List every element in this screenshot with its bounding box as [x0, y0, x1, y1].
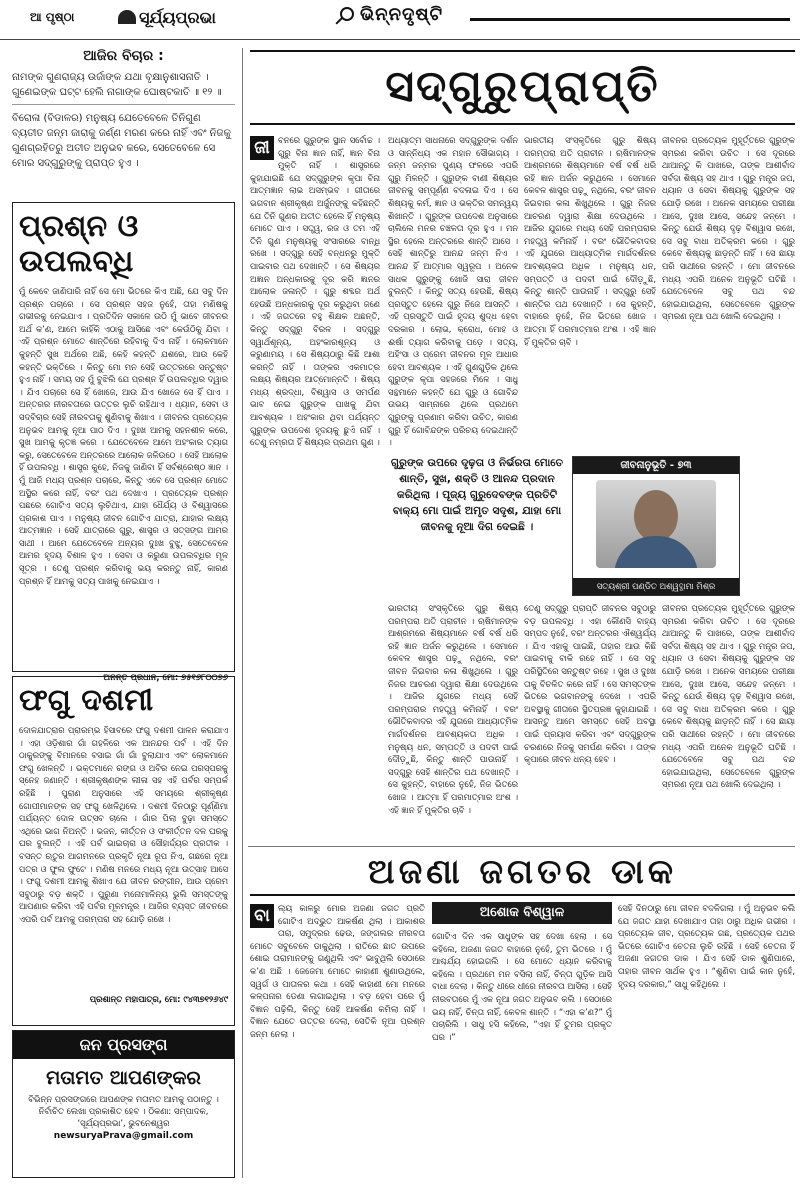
- brand-name: ସୂର୍ଯ୍ୟପ୍ରଭା: [139, 8, 216, 27]
- article1-col1-text: ବନରେ ଗୁରୁଙ୍କ ସ୍ଥାନ ସର୍ବୋଚ୍ଚ । ଗୁରୁ ବିନା ଜ୍ଞାନ ନାହିଁ, ଜ୍ଞାନ ବିନା ମୁକ୍ତି ନାହିଁ । ଶାସ୍ତ୍ରରେ କୁହାଯାଇଛି ଯେ ସଦ୍‌ଗୁରୁଙ୍କ କୃପା ବିନା ଆତ୍ମଜ୍ଞାନ ଲାଭ ଅସମ୍ଭବ । ଗୀତାରେ ଭଗବାନ ଶ୍ରୀକୃଷ୍ଣ ଅର୍ଜୁନଙ୍କୁ କହିଛନ୍ତି ଯେ ତିନି ଗୁଣର ଅତୀତ ହେଲେ ହିଁ ମନୁଷ୍ୟ ମୋତେ ପାଏ । ସତ୍ତ୍ୱ, ରଜ ଓ ତମ ଏହି ତିନି ଗୁଣ ମନୁଷ୍ୟକୁ ସଂସାରରେ ବାନ୍ଧି ରଖେ । ସଦ୍‌ଗୁରୁ ସେହି ବନ୍ଧନରୁ ମୁକ୍ତି ପାଇବାର ପଥ ଦେଖାନ୍ତି । ସେ ଶିଷ୍ୟର ଅଜ୍ଞାନ ଅନ୍ଧକାରକୁ ଦୂର କରି ଜ୍ଞାନର ଆଲୋକ ଜଳାନ୍ତି । ଗୁରୁ ଶବ୍ଦର ଅର୍ଥ ହେଉଛି ଅନ୍ଧକାରକୁ ଦୂର କରୁଥିବା ଜଣେ । ଏହି ଜଗତରେ ବହୁ ଶିକ୍ଷକ ଅଛନ୍ତି, କିନ୍ତୁ ସଦ୍‌ଗୁରୁ ବିରଳ । ସଦ୍‌ଗୁରୁ ସ୍ୱାର୍ଥଶୂନ୍ୟ, ଅହଂକାରଶୂନ୍ୟ ଓ କରୁଣାମୟ । ସେ ଶିଷ୍ୟଠାରୁ କିଛି ଆଶା କରନ୍ତି ନାହିଁ । ତାଙ୍କର ଏକମାତ୍ର ଲକ୍ଷ୍ୟ ଶିଷ୍ୟର ଆତ୍ମୋନ୍ନତି । ଶିଷ୍ୟ ମଧ୍ୟ ଶ୍ରଦ୍ଧା, ବିଶ୍ୱାସ ଓ ସମର୍ପଣ ଭାବ ନେଇ ଗୁରୁଙ୍କ ପାଖକୁ ଯିବା ଆବଶ୍ୟକ । ଅହଂକାର ଥିବା ପର୍ଯ୍ୟନ୍ତ ଗୁରୁଙ୍କ ଉପଦେଶ ହୃଦୟକୁ ଛୁଏଁ ନାହିଁ । ତେଣୁ ନମ୍ରତା ହିଁ ଶିଷ୍ୟର ପ୍ରଥମ ଗୁଣ ।: [250, 135, 380, 448]
- article2-author: ଅଶୋକ ବିଶ୍ୱାଳ: [432, 902, 612, 924]
- article1-col4b: ଜୀବନର ପ୍ରତ୍ୟେକ ମୁହୂର୍ତ୍ତରେ ଗୁରୁଙ୍କ ସ୍ମରଣ କରିବା ଉଚିତ । ସେ ଦୂରରେ ଥାଆନ୍ତୁ କି ପାଖରେ, ତାଙ୍କ ଆଶୀର୍ବାଦ ସର୍ବଦା ଶିଷ୍ୟ ସହ ଥାଏ । ଗୁରୁ ମନ୍ତ୍ର ଜପ, ଧ୍ୟାନ ଓ ସେବା ଶିଷ୍ୟକୁ ଗୁରୁଙ୍କ ସହ ଯୋଡ଼ି ରଖେ । ଅନେକ ସମୟରେ ପରୀକ୍ଷା ଆସେ, ଦୁଃଖ ଆସେ, ସନ୍ଦେହ ଜନ୍ମେ । କିନ୍ତୁ ଯେଉଁ ଶିଷ୍ୟ ଦୃଢ଼ ବିଶ୍ୱାସ ରଖେ, ସେ ସବୁ ବାଧା ଅତିକ୍ରମ କରେ । ଗୁରୁ କେବେ ଶିଷ୍ୟକୁ ଛାଡ଼ନ୍ତି ନାହିଁ । ସେ ଛାୟା ପରି ସାଥୀରେ ରହନ୍ତି । ମୋ ଜୀବନରେ ମଧ୍ୟ ଏପରି ଅନେକ ଅନୁଭୂତି ଘଟିଛି । ଯେତେବେଳେ ସବୁ ପଥ ବନ୍ଦ ହୋଇଯାଇଥିଲା, ସେତେବେଳେ ଗୁରୁଙ୍କ ସ୍ମରଣ ନୂଆ ପଥ ଖୋଲି ଦେଇଥିଲା ।: [662, 603, 795, 790]
- jana-body: ବିଭିନ୍ନ ପ୍ରସଙ୍ଗରେ ଆପଣଙ୍କ ମତାମତ ଆମକୁ ପଠାନ୍ତୁ । ନିର୍ବାଚିତ ଲେଖା ପ୍ରକାଶିତ ହେବ । ଠିକଣା: ସମ୍ପାଦକ, ‘ସୂର୍ଯ୍ୟପ୍ରଭା’, ଭୁବନେଶ୍ୱର: [28, 1094, 219, 1128]
- fagu-title: ଫଗୁ ଦଶମୀ: [19, 683, 154, 718]
- masthead: [0, 0, 800, 40]
- prashna-title: ପ୍ରଶ୍ନ ଓ ଉପଲବ୍ଧି: [19, 209, 139, 279]
- section-label: ଭିନ୍ନଦୃଷ୍ଟି: [360, 4, 444, 25]
- sun-icon: [118, 10, 136, 24]
- magnifier-icon: [340, 7, 354, 21]
- jana-band: ଜନ ପ୍ରସଙ୍ଗ: [13, 1031, 234, 1059]
- page-number: ଆ ପୃଷ୍ଠା: [30, 10, 75, 24]
- photo-head-shape: [634, 490, 678, 542]
- article1-col5: ତେଣୁ ସଦ୍‌ଗୁରୁ ପ୍ରାପ୍ତି ଜୀବନର ସବୁଠାରୁ ବଡ଼ ଉପଲବ୍ଧି । ଏହା କୌଣସି ବାହ୍ୟ ସମ୍ପଦ ନୁହେଁ, ବରଂ ଅନ୍ତରର ଐଶ୍ୱର୍ଯ୍ୟ । ଯିଏ ଏହାକୁ ପାଇଛି, ତାହାର ଆଉ କିଛି ପାଇବାକୁ ବାକି ରହେ ନାହିଁ । ସେ ସବୁ ପରିସ୍ଥିତିରେ ସନ୍ତୁଷ୍ଟ ରହେ । ସୁଖ ଓ ଦୁଃଖ ତାକୁ ବିଚଳିତ କରେ ନାହିଁ । ସେ ସମସ୍ତଙ୍କ ଭିତରେ ଭଗବାନଙ୍କୁ ଦେଖେ । ଏପରି ଅବସ୍ଥାକୁ ଗୀତାରେ ସ୍ଥିତପ୍ରଜ୍ଞ କୁହାଯାଇଛି । ଆସନ୍ତୁ ଆମେ ସମସ୍ତେ ସେହି ଅବସ୍ଥା ପାଇଁ ପ୍ରୟାସ କରିବା ଏବଂ ସଦ୍‌ଗୁରୁଙ୍କ ଚରଣରେ ନିଜକୁ ସମର୍ପଣ କରିବା । ତାଙ୍କ କୃପାରେ ଜୀବନ ଧନ୍ୟ ହେବ ।: [524, 603, 656, 765]
- article2-dropcap: ବା: [250, 904, 274, 928]
- photo-body-shape: [614, 536, 698, 568]
- pull-quote: ଗୁରୁଙ୍କ ଉପରେ ଦୃଢ଼ତା ଓ ନିର୍ଭରତା ମୋତେ ଶାନ୍ତି, ସୁଖ, ଶକ୍ତି ଓ ଆନନ୍ଦ ପ୍ରଦାନ କରିଥିଲା । ପୂଜ୍ୟ ଗୁରୁଦେବଙ୍କ ପ୍ରତିଟି ବାକ୍ୟ ମୋ ପାଇଁ ଅମୃତ ସଦୃଶ, ଯାହା ମୋ ଜୀବନକୁ ନୂଆ ଦିଗ ଦେଇଛି ।: [390, 457, 564, 533]
- header-rule: [470, 18, 790, 21]
- fagu-byline: ପ୍ରଶାନ୍ତ ମହାପାତ୍ର, ମୋ: ୯୪୩୭୧୨୬୪୯: [89, 994, 228, 1004]
- jana-prasanga-box: [12, 1030, 235, 1178]
- article1-col4: ଜୀବନର ପ୍ରତ୍ୟେକ ମୁହୂର୍ତ୍ତରେ ଗୁରୁଙ୍କ ସ୍ମରଣ କରିବା ଉଚିତ । ସେ ଦୂରରେ ଥାଆନ୍ତୁ କି ପାଖରେ, ତାଙ୍କ ଆଶୀର୍ବାଦ ସର୍ବଦା ଶିଷ୍ୟ ସହ ଥାଏ । ଗୁରୁ ମନ୍ତ୍ର ଜପ, ଧ୍ୟାନ ଓ ସେବା ଶିଷ୍ୟକୁ ଗୁରୁଙ୍କ ସହ ଯୋଡ଼ି ରଖେ । ଅନେକ ସମୟରେ ପରୀକ୍ଷା ଆସେ, ଦୁଃଖ ଆସେ, ସନ୍ଦେହ ଜନ୍ମେ । କିନ୍ତୁ ଯେଉଁ ଶିଷ୍ୟ ଦୃଢ଼ ବିଶ୍ୱାସ ରଖେ, ସେ ସବୁ ବାଧା ଅତିକ୍ରମ କରେ । ଗୁରୁ କେବେ ଶିଷ୍ୟକୁ ଛାଡ଼ନ୍ତି ନାହିଁ । ସେ ଛାୟା ପରି ସାଥୀରେ ରହନ୍ତି । ମୋ ଜୀବନରେ ମଧ୍ୟ ଏପରି ଅନେକ ଅନୁଭୂତି ଘଟିଛି । ଯେତେବେଳେ ସବୁ ପଥ ବନ୍ଦ ହୋଇଯାଇଥିଲା, ସେତେବେଳେ ଗୁରୁଙ୍କ ସ୍ମରଣ ନୂଆ ପଥ ଖୋଲି ଦେଇଥିଲା ।: [662, 135, 795, 322]
- newspaper-logo: [118, 8, 216, 28]
- article1-dropcap: ଜୀ: [250, 136, 274, 160]
- article2-col1: [250, 902, 425, 1178]
- author-profile: [572, 456, 740, 596]
- article1-col2b: ଭାରତୀୟ ସଂସ୍କୃତିରେ ଗୁରୁ ଶିଷ୍ୟ ପରମ୍ପରା ଅତି ପ୍ରାଚୀନ । ଋଷିମାନଙ୍କ ଆଶ୍ରମରେ ଶିଷ୍ୟମାନେ ବର୍ଷ ବର୍ଷ ଧରି ରହି ଜ୍ଞାନ ଅର୍ଜନ କରୁଥିଲେ । ସେମାନେ କେବଳ ଶାସ୍ତ୍ର ପଢ଼ୁ ନଥିଲେ, ବରଂ ଜୀବନ ଜିଇବାର କଳା ଶିଖୁଥିଲେ । ଗୁରୁ ନିଜର ଆଚରଣ ଦ୍ୱାରା ଶିକ୍ଷା ଦେଉଥିଲେ । ଆଜିର ଯୁଗରେ ମଧ୍ୟ ସେହି ପରମ୍ପରାର ମହତ୍ତ୍ୱ କମିନାହିଁ । ବରଂ ଭୌତିକବାଦର ଏହି ଯୁଗରେ ଆଧ୍ୟାତ୍ମିକ ମାର୍ଗଦର୍ଶନର ଆବଶ୍ୟକତା ଅଧିକ । ମନୁଷ୍ୟ ଧନ, ସମ୍ପତ୍ତି ଓ ପଦବୀ ପାଇଁ ଦୌଡ଼ୁଛି, କିନ୍ତୁ ଶାନ୍ତି ପାଉନାହିଁ । ସଦ୍‌ଗୁରୁ ସେହି ଶାନ୍ତିର ପଥ ଦେଖାନ୍ତି । ସେ କୁହନ୍ତି, ବାହାରେ ନୁହେଁ, ନିଜ ଭିତରେ ଖୋଜ । ଆତ୍ମା ହିଁ ପରମାତ୍ମାର ଅଂଶ । ଏହି ଜ୍ଞାନ ହିଁ ମୁକ୍ତିର ଚାବି ।: [388, 603, 518, 815]
- article2-headline: ଅଜଣା ଜଗତର ଡାକ: [250, 848, 795, 896]
- section-title: [340, 4, 443, 25]
- article1-col2: ଅଧ୍ୟାତ୍ମ ସାଧନାରେ ସଦ୍‌ଗୁରୁଙ୍କ ଦର୍ଶନ ଓ ସାନ୍ନିଧ୍ୟ ଏକ ମହାନ ସୌଭାଗ୍ୟ । ଜନ୍ମ ଜନ୍ମର ପୁଣ୍ୟ ଫଳରେ ଏପରି ଗୁରୁ ମିଳନ୍ତି । ଗୁରୁଙ୍କ ବାଣୀ ଶିଷ୍ୟର ଜୀବନକୁ ସମ୍ପୂର୍ଣ୍ଣ ବଦଳାଇ ଦିଏ । ସେ ଶିଷ୍ୟକୁ କର୍ମ, ଜ୍ଞାନ ଓ ଭକ୍ତିର ସମନ୍ୱୟ ଶିଖାନ୍ତି । ଗୁରୁଙ୍କ ଉପଦେଶ ଅନୁସାରେ ଚାଲିଲେ ମନର ଚଞ୍ଚଳତା ଦୂର ହୁଏ । ମନ ସ୍ଥିର ହେଲେ ଅନ୍ତରରେ ଶାନ୍ତି ଆସେ । ସେହି ଶାନ୍ତିରୁ ଆନନ୍ଦ ଜନ୍ମ ନିଏ । ଆନନ୍ଦ ହିଁ ଆତ୍ମାର ସ୍ୱରୂପ । ଅନେକ ସାଧକ ଗୁରୁଙ୍କୁ ଖୋଜି ସାରା ଜୀବନ ବୁଲନ୍ତି । କିନ୍ତୁ ସତ୍ୟ ହେଉଛି, ଶିଷ୍ୟ ପ୍ରସ୍ତୁତ ହେଲେ ଗୁରୁ ନିଜେ ଆସନ୍ତି । ଏହି ପ୍ରସ୍ତୁତି ପାଇଁ ହୃଦୟ ଶୁଦ୍ଧ ହେବା ଦରକାର । ଲୋଭ, କ୍ରୋଧ, ମୋହ ଓ ଈର୍ଷା ତ୍ୟାଗ କରିବାକୁ ପଡ଼େ । ସତ୍ୟ, ଅହିଂସା ଓ ପ୍ରେମ ଜୀବନର ମୂଳ ଆଧାର ହେବା ଆବଶ୍ୟକ । ଏହି ଗୁଣଗୁଡ଼ିକ ଥିଲେ ଗୁରୁଙ୍କ କୃପା ସହଜରେ ମିଳେ । ସାଧୁ ସନ୍ଥମାନେ କହନ୍ତି ଯେ ଗୁରୁ ଓ ଗୋବିନ୍ଦ ଉଭୟ ସାମ୍ନାରେ ଥିଲେ ପ୍ରଥମେ ଗୁରୁଙ୍କୁ ପ୍ରଣାମ କରିବା ଉଚିତ, କାରଣ ଗୁରୁ ହିଁ ଗୋବିନ୍ଦଙ୍କ ପରିଚୟ ଦେଇଥାନ୍ତି ।: [388, 135, 518, 448]
- thought-quote: ନାମଙ୍କ ଗୁଣରାଜ୍ୟ ଉର୍ଜାଙ୍କ ଯଥା ବୃକ୍ଷାନୁଶାସନାତି । ଗୁଣେଇଙ୍କ ଘଟ୍ଟ ହେଲି ନାଗାଙ୍କ ଘୋଷ୍ଟକାତି ॥ ୧୨ ॥: [12, 72, 222, 98]
- article2-col3: ସେହି ଦିନଠାରୁ ମୋ ଜୀବନ ବଦଳିଗଲା । ମୁଁ ଅନୁଭବ କଲି ଯେ ଜଗତ ଯାହା ଦେଖାଯାଏ ତାହା ଠାରୁ ଅଧିକ ଗଭୀର । ପ୍ରତ୍ୟେକ ଜୀବ, ପ୍ରତ୍ୟେକ ଗଛ, ପ୍ରତ୍ୟେକ ପଥର ଭିତରେ ଗୋଟିଏ ଚେତନା ଲୁଚି ରହିଛି । ସେହି ଚେତନା ହିଁ ଅଜଣା ଜଗତର ଡାକ । ଯିଏ ସେହି ଡାକ ଶୁଣିପାରେ, ତାହାର ଜୀବନ ସାର୍ଥକ ହୁଏ । “ଶୁଣିବା ପାଇଁ କାନ ନୁହେଁ, ହୃଦୟ ଦରକାର,” ସାଧୁ କହିଥିଲେ ।: [618, 903, 795, 989]
- prashna-byline: ଅନନ୍ତ ପ୍ରଧାନ, ମୋ: ୭୫୧୬୮୦୦୭୬: [103, 672, 228, 682]
- thought-heading: ଆଜିର ବିଚାର :: [83, 48, 164, 64]
- fagu-article: [12, 676, 235, 1026]
- article-divider: [248, 846, 795, 847]
- profile-name: ସତ୍ୟଶ୍ରୀ ପଣ୍ଡିତ ଅଶ୍ୱତ୍ଥାମା ମିଶ୍ର: [573, 578, 739, 595]
- prashna-body: ମୁଁ କେବେ ଜାଣିପାରି ନାହିଁ ସେ ମୋ ଭିତରେ କିଏ ଅଛି, ଯେ ସବୁ ଦିନ ପ୍ରଶ୍ନ ପଚାରେ । ସେ ପ୍ରଶ୍ନ ସହଜ ନୁହେଁ, ତାହା ମଣିଷକୁ ଗଭୀରକୁ ନେଇଯାଏ । ପ୍ରତିଦିନ ସକାଳେ ଉଠି ମୁଁ ଭାବେ ଜୀବନର ଅର୍ଥ କ’ଣ, ଆମେ କାହିଁକି ଏଠାକୁ ଆସିଛେ ଏବଂ କେଉଁଠିକୁ ଯିବା । ଏହି ପ୍ରଶ୍ନ ମୋତେ ଶାନ୍ତିରେ ରହିବାକୁ ଦିଏ ନାହିଁ । ଲୋକମାନେ କୁହନ୍ତି ସୁଖ ଅର୍ଥରେ ଅଛି, କେହି କହନ୍ତି ଯଶରେ, ଆଉ କେହି କହନ୍ତି ଭକ୍ତିରେ । କିନ୍ତୁ ମୋ ମନ ସେହି ଉତ୍ତରରେ ସନ୍ତୁଷ୍ଟ ହୁଏ ନାହିଁ । ସମୟ ସହ ମୁଁ ବୁଝିଲି ଯେ ପ୍ରଶ୍ନ ହିଁ ଉପଲବ୍ଧିର ଦ୍ୱାର । ଯିଏ ପଚାରେ ସେ ହିଁ ଖୋଜେ, ଆଉ ଯିଏ ଖୋଜେ ସେ ହିଁ ପାଏ । ଅନ୍ତରର ନୀରବତାରେ ଉତ୍ତର ଲୁଚି ରହିଥାଏ । ଧ୍ୟାନ, ସେବା ଓ ସଦ୍‌ବିଚାର ସେହି ନୀରବତାକୁ ଶୁଣିବାକୁ ଶିଖାଏ । ଜୀବନର ପ୍ରତ୍ୟେକ ଅନୁଭବ ଆମକୁ ନୂଆ ପାଠ ଦିଏ । ଦୁଃଖ ଆମକୁ ସହନଶୀଳ କରେ, ସୁଖ ଆମକୁ କୃତଜ୍ଞ କରେ । ଯେତେବେଳେ ଆମେ ଅହଂକାର ତ୍ୟାଗ କରୁ, ସେତେବେଳେ ଅନ୍ତରରେ ଆଲୋକ ଜଳିଉଠେ । ସେହି ଆଲୋକ ହିଁ ଉପଲବ୍ଧି । ଶାସ୍ତ୍ର କୁହେ, ନିଜକୁ ଜାଣିବା ହିଁ ସର୍ବଶ୍ରେଷ୍ଠ ଜ୍ଞାନ । ମୁଁ ଆଜି ମଧ୍ୟ ପ୍ରଶ୍ନ ପଚାରେ, କିନ୍ତୁ ଏବେ ସେ ପ୍ରଶ୍ନ ମୋତେ ଅସ୍ଥିର କରେ ନାହିଁ, ବରଂ ପଥ ଦେଖାଏ । ପ୍ରତ୍ୟେକ ପ୍ରଶ୍ନ ପଛରେ ଗୋଟିଏ ସତ୍ୟ ଲୁଚିଥାଏ, ଯାହା ଧୈର୍ଯ୍ୟ ଓ ବିଶ୍ୱାସରେ ପ୍ରକାଶ ପାଏ । ମନୁଷ୍ୟ ଜୀବନ ଗୋଟିଏ ଯାତ୍ରା, ଯାହାର ଲକ୍ଷ୍ୟ ଆତ୍ମଜ୍ଞାନ । ସେହି ଯାତ୍ରାରେ ଗୁରୁ, ଶାସ୍ତ୍ର ଓ ସତ୍‌ସଙ୍ଗ ଆମର ସାଥୀ । ଆମେ ଯେତେବେଳେ ଅନ୍ୟର ଦୁଃଖ ବୁଝୁ, ସେତେବେଳେ ଆମର ହୃଦୟ ବିଶାଳ ହୁଏ । ସେବା ଓ କରୁଣା ଉପଲବ୍ଧିର ମୂଳ ସୂତ୍ର । ତେଣୁ ପ୍ରଶ୍ନ କରିବାକୁ ଭୟ କରନ୍ତୁ ନାହିଁ, କାରଣ ପ୍ରଶ୍ନ ହିଁ ଆମକୁ ସତ୍ୟ ପାଖକୁ ନେଇଯାଏ ।: [19, 286, 228, 586]
- column-divider: [242, 48, 243, 1178]
- article2-col2: ଗୋଟିଏ ଦିନ ଏକ ସାଧୁଙ୍କ ସହ ଦେଖା ହେଲା । ସେ କହିଲେ, ଅଜଣା ଜଗତ ବାହାରେ ନୁହେଁ, ତୁମ ଭିତରେ । ମୁଁ ଆଶ୍ଚର୍ଯ୍ୟ ହୋଇଗଲି । ସେ ମୋତେ ଧ୍ୟାନ କରିବାକୁ କହିଲେ । ପ୍ରଥମେ ମନ ବସିଲା ନାହିଁ, ଚିନ୍ତା ଗୁଡ଼ିକ ଆସି ବାଧା ଦେଲା । କିନ୍ତୁ ଧୀରେ ଧୀରେ ନୀରବତା ଆସିଲା । ସେହି ନୀରବତାରେ ମୁଁ ଏକ ନୂଆ ଜଗତ ଅନୁଭବ କଲି । ସେଠାରେ ଭୟ ନାହିଁ, ଚିନ୍ତା ନାହିଁ, କେବଳ ଶାନ୍ତି । “ଏହା କ’ଣ?” ମୁଁ ପଚାରିଲି । ସାଧୁ ହସି କହିଲେ, “ଏହା ହିଁ ତୁମର ପ୍ରକୃତ ଘର ।”: [432, 931, 612, 1042]
- fagu-body: ଦୋଳଯାତ୍ରାର ପ୍ରାରମ୍ଭ ହିସାବରେ ଫଗୁ ଦଶମୀ ପାଳନ କରାଯାଏ । ଏହା ଓଡ଼ିଶାର ଗାଁ ଗହଳିରେ ଏକ ଆନନ୍ଦର ପର୍ବ । ଏହି ଦିନ ଠାକୁରଙ୍କୁ ବିମାନରେ ବସାଇ ଗାଁ ଗାଁ ବୁଲାଯାଏ ଏବଂ ଲୋକମାନେ ଫଗୁ ଖେଳନ୍ତି । ଭକ୍ତମାନେ ରଙ୍ଗ ଓ ଅବିର ନେଇ ପରସ୍ପରକୁ ସ୍ନେହ ଜଣାନ୍ତି । ଶ୍ରୀକୃଷ୍ଣଙ୍କ ଲୀଳା ସହ ଏହି ପର୍ବର ସମ୍ପର୍କ ରହିଛି । ପୁରାଣ ଅନୁସାରେ ଏହି ସମୟରେ ଶ୍ରୀକୃଷ୍ଣ ଗୋପୀମାନଙ୍କ ସହ ଫଗୁ ଖେଳିଥିଲେ । ଦଶମୀ ଦିନଠାରୁ ପୂର୍ଣ୍ଣିମା ପର୍ଯ୍ୟନ୍ତ ଦୋଳ ଉତ୍ସବ ଚାଲେ । ଗାଁର ପିଲା ବୁଢ଼ା ସମସ୍ତେ ଏଥିରେ ଭାଗ ନିଅନ୍ତି । ଭଜନ, କୀର୍ତ୍ତନ ଓ ସଂକୀର୍ତ୍ତନ ଦଳ ଘରକୁ ଘର ବୁଲନ୍ତି । ଏହି ପର୍ବ ଭାଇଚାରା ଓ ସୌହାର୍ଦ୍ଦ୍ୟର ପ୍ରତୀକ । ବସନ୍ତ ଋତୁର ଆଗମନରେ ପ୍ରକୃତି ନୂଆ ରୂପ ନିଏ, ଗଛରେ ନୂଆ ପତ୍ର ଓ ଫୁଲ ଫୁଟେ । ମଣିଷ ମନରେ ମଧ୍ୟ ନୂଆ ଉତ୍ସାହ ଆସେ । ଫଗୁ ଦଶମୀ ଆମକୁ ଶିଖାଏ ଯେ ଜୀବନ ରଙ୍ଗୀନ, ଆଉ ପ୍ରେମ ସବୁଠାରୁ ବଡ଼ ଶକ୍ତି । ପୁରୁଣା ମନୋମାଳିନ୍ୟ ଭୁଲି ସମସ୍ତଙ୍କୁ ଆପଣାର କରିବା ଏହି ପର୍ବର ମୂଳମନ୍ତ୍ର । ଆଜିର ବ୍ୟସ୍ତ ଜୀବନରେ ଏପରି ପର୍ବ ଆମକୁ ପରମ୍ପରା ସହ ଯୋଡ଼ି ରଖେ ।: [19, 725, 228, 924]
- article1-headline: ସଦ୍‌ଗୁରୁପ୍ରାପ୍ତି: [250, 50, 795, 125]
- thought-note: ବିରୋଳା (ବିଡାଳର) ମନୁଷ୍ୟ ଯେତେବେଳେ ତିନିଗୁଣ ବ୍ୟତୀତ ଜନ୍ମ ଜାରାକୁ ଜର୍ଣ୍ଣ ମରଣ କରେ ନାହିଁ ଏବଂ ନିଜକୁ ଗୁଣଗ୍ରହିତରୁ ଅତୀତ ଅନୁଭବ କରେ, ସେତେବେଳେ ସେ ମୋର ସଦ୍‌ଗୁରୁଙ୍କୁ ପ୍ରାପ୍ତ ହୁଏ ।: [12, 104, 235, 171]
- prashna-article: [12, 202, 235, 682]
- thought-of-day: [12, 48, 235, 171]
- article1-col3: ଭାରତୀୟ ସଂସ୍କୃତିରେ ଗୁରୁ ଶିଷ୍ୟ ପରମ୍ପରା ଅତି ପ୍ରାଚୀନ । ଋଷିମାନଙ୍କ ଆଶ୍ରମରେ ଶିଷ୍ୟମାନେ ବର୍ଷ ବର୍ଷ ଧରି ରହି ଜ୍ଞାନ ଅର୍ଜନ କରୁଥିଲେ । ସେମାନେ କେବଳ ଶାସ୍ତ୍ର ପଢ଼ୁ ନଥିଲେ, ବରଂ ଜୀବନ ଜିଇବାର କଳା ଶିଖୁଥିଲେ । ଗୁରୁ ନିଜର ଆଚରଣ ଦ୍ୱାରା ଶିକ୍ଷା ଦେଉଥିଲେ । ଆଜିର ଯୁଗରେ ମଧ୍ୟ ସେହି ପରମ୍ପରାର ମହତ୍ତ୍ୱ କମିନାହିଁ । ବରଂ ଭୌତିକବାଦର ଏହି ଯୁଗରେ ଆଧ୍ୟାତ୍ମିକ ମାର୍ଗଦର୍ଶନର ଆବଶ୍ୟକତା ଅଧିକ । ମନୁଷ୍ୟ ଧନ, ସମ୍ପତ୍ତି ଓ ପଦବୀ ପାଇଁ ଦୌଡ଼ୁଛି, କିନ୍ତୁ ଶାନ୍ତି ପାଉନାହିଁ । ସଦ୍‌ଗୁରୁ ସେହି ଶାନ୍ତିର ପଥ ଦେଖାନ୍ତି । ସେ କୁହନ୍ତି, ବାହାରେ ନୁହେଁ, ନିଜ ଭିତରେ ଖୋଜ । ଆତ୍ମା ହିଁ ପରମାତ୍ମାର ଅଂଶ । ଏହି ଜ୍ଞାନ ହିଁ ମୁକ୍ତିର ଚାବି ।: [524, 135, 656, 347]
- profile-band: ଜୀବନାନୁଭୂତି - ୭୩: [573, 457, 739, 474]
- jana-email[interactable]: newsuryaPrava@gmail.com: [53, 1131, 194, 1141]
- author-photo: [596, 480, 716, 568]
- jana-heading: ମତାମତ ଆପଣଙ୍କର: [46, 1067, 201, 1089]
- article1-col1: [250, 134, 380, 840]
- article2-col1-text: ଲ୍ୟ କାଳରୁ ମୋର ଅଜଣା ଜଗତ ପ୍ରତି ଗୋଟିଏ ଅଦ୍ଭୁତ ଆକର୍ଷଣ ଥିଲା । ଆକାଶର ତାରା, ସମୁଦ୍ରର ଢେଉ, ଜଙ୍ଗଲର ନୀରବତା ମୋତେ ସବୁବେଳେ ଡାକୁଥିଲା । ରାତିରେ ଛାତ ଉପରେ ଶୋଇ ତାରାମାନଙ୍କୁ ଗଣୁଥିଲି ଏବଂ ଭାବୁଥିଲି ସେଠାରେ କ’ଣ ଅଛି । ଜେଜେମା ମୋତେ କାହାଣୀ ଶୁଣାଉଥିଲେ, ସ୍ୱର୍ଗ ଓ ପାତାଳର କଥା । ସେହି କାହାଣୀ ମୋ ମନରେ କଳ୍ପନାର ଡେଣା ଲଗାଇଥିଲା । ବଡ଼ ହେବା ପରେ ମୁଁ ବିଜ୍ଞାନ ପଢ଼ିଲି, କିନ୍ତୁ ସେହି ଆକର୍ଷଣ କମିଲା ନାହିଁ । ବିଜ୍ଞାନ ଯେତେ ଉତ୍ତର ଦେଲା, ସେତିକି ନୂଆ ପ୍ରଶ୍ନ ଜନ୍ମ ନେଲା ।: [250, 903, 425, 1039]
